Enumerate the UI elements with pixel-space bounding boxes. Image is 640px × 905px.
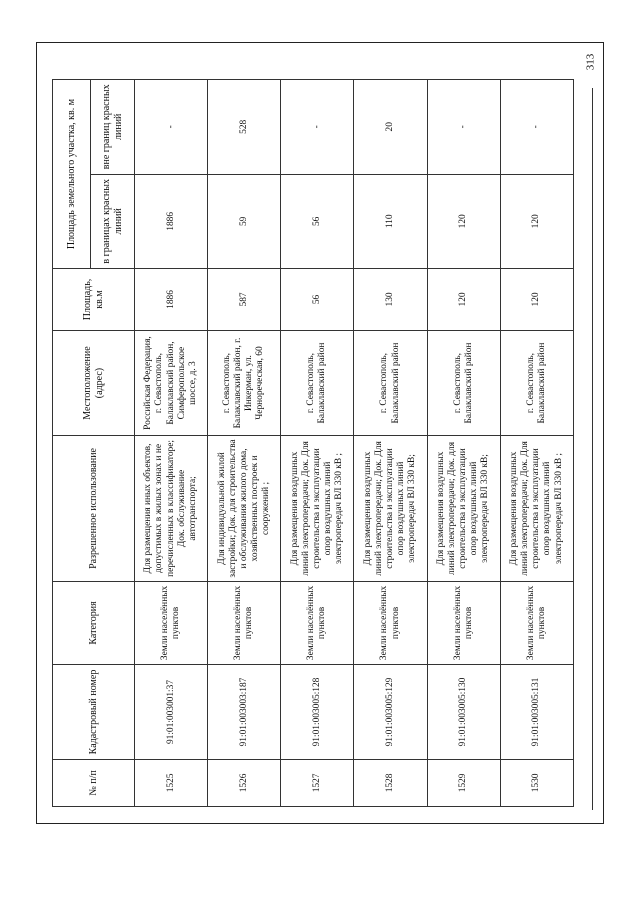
cell-area: 120: [427, 269, 500, 331]
cell-location: г. Севастополь, Балаклавский район: [427, 330, 500, 435]
cell-location: г. Севастополь, Балаклавский район: [354, 330, 427, 435]
cell-within: 120: [427, 174, 500, 269]
cell-within: 110: [354, 174, 427, 269]
header-num: № п/п: [53, 759, 135, 806]
table-row: [500, 80, 573, 807]
cell-location: г. Севастополь, Балаклавский район: [281, 330, 354, 435]
cell-outside: -: [500, 80, 573, 175]
cell-cadastral: 91:01:003005:129: [354, 665, 427, 760]
cell-num: 1529: [427, 759, 500, 806]
cell-permitted-use: Для размещения воздушных линий электропередачи; Док. Для строительства и эксплуатации опор воздушных линий электропередач ВЛ 330 кВ ;: [281, 436, 354, 581]
cell-outside: -: [135, 80, 208, 175]
cell-location: Российская Федерация, г. Севастополь, Балаклавский район, Симферопольское шоссе, д. 3: [135, 330, 208, 435]
header-category: Категория: [53, 581, 135, 665]
cell-permitted-use: Для размещения воздушных линий электропередачи; Док. Для строительства и эксплуатации опор воздушных линий электропередач ВЛ 330 кВ;: [354, 436, 427, 581]
cell-category: Земли населённых пунктов: [135, 581, 208, 665]
cell-category: Земли населённых пунктов: [208, 581, 281, 665]
header-land-area: Площадь земельного участка, кв. м: [53, 80, 91, 269]
cell-area: 120: [500, 269, 573, 331]
cell-outside: 528: [208, 80, 281, 175]
cell-area: 1886: [135, 269, 208, 331]
header-within-red-lines: в границах красных линий: [91, 174, 135, 269]
cell-permitted-use: Для размещения воздушных линий электропередачи; Док. для строительства и эксплуатации опор воздушных линий электропередач ВЛ 330 кВ;: [427, 436, 500, 581]
cell-area: 56: [281, 269, 354, 331]
cell-location: г. Севастополь, Балаклавский район, г. Инкерман, ул. Чернореческая, 60: [208, 330, 281, 435]
table-row: [208, 80, 281, 807]
cell-within: 59: [208, 174, 281, 269]
header-location: Местоположение (адрес): [53, 330, 135, 435]
header-permitted-use: Разрешенное использование: [53, 436, 135, 581]
table-row: [427, 80, 500, 807]
table-row: [281, 80, 354, 807]
cell-category: Земли населённых пунктов: [281, 581, 354, 665]
cell-permitted-use: Для размещения иных объектов, допустимых в жилых зонах и не перечисленных в классификаторе; Док. обслуживание автотранспорта;: [135, 436, 208, 581]
header-cadastral: Кадастровый номер: [53, 665, 135, 760]
cell-outside: 20: [354, 80, 427, 175]
cell-cadastral: 91:01:003005:130: [427, 665, 500, 760]
footer-rule: [592, 88, 593, 810]
cell-location: г. Севастополь, Балаклавский район: [500, 330, 573, 435]
land-plots-table: [52, 79, 574, 807]
cell-num: 1530: [500, 759, 573, 806]
cell-num: 1525: [135, 759, 208, 806]
cell-outside: -: [281, 80, 354, 175]
cell-category: Земли населённых пунктов: [354, 581, 427, 665]
cell-area: 587: [208, 269, 281, 331]
cell-cadastral: 91:01:003001:37: [135, 665, 208, 760]
cell-within: 56: [281, 174, 354, 269]
cell-outside: -: [427, 80, 500, 175]
cell-category: Земли населённых пунктов: [427, 581, 500, 665]
cell-num: 1527: [281, 759, 354, 806]
cell-within: 1886: [135, 174, 208, 269]
rotated-table-wrapper: [52, 79, 574, 807]
cell-cadastral: 91:01:003005:131: [500, 665, 573, 760]
table-row: [135, 80, 208, 807]
table-row: [354, 80, 427, 807]
cell-category: Земли населённых пунктов: [500, 581, 573, 665]
cell-cadastral: 91:01:003005:128: [281, 665, 354, 760]
cell-permitted-use: Для размещения воздушных линий электропередачи; Док. Для строительства и эксплуатации опор воздушных линий электропередач ВЛ 330 кВ ;: [500, 436, 573, 581]
cell-cadastral: 91:01:003003:187: [208, 665, 281, 760]
header-outside-red-lines: вне границ красных линий: [91, 80, 135, 175]
cell-num: 1528: [354, 759, 427, 806]
header-area: Площадь, кв.м: [53, 269, 135, 331]
cell-num: 1526: [208, 759, 281, 806]
cell-permitted-use: Для индивидуальной жилой застройки; Док. для строительства и обслуживания жилого дома, хозяйственных построек и сооружений ;: [208, 436, 281, 581]
cell-within: 120: [500, 174, 573, 269]
cell-area: 130: [354, 269, 427, 331]
page-number: 313: [584, 53, 596, 71]
